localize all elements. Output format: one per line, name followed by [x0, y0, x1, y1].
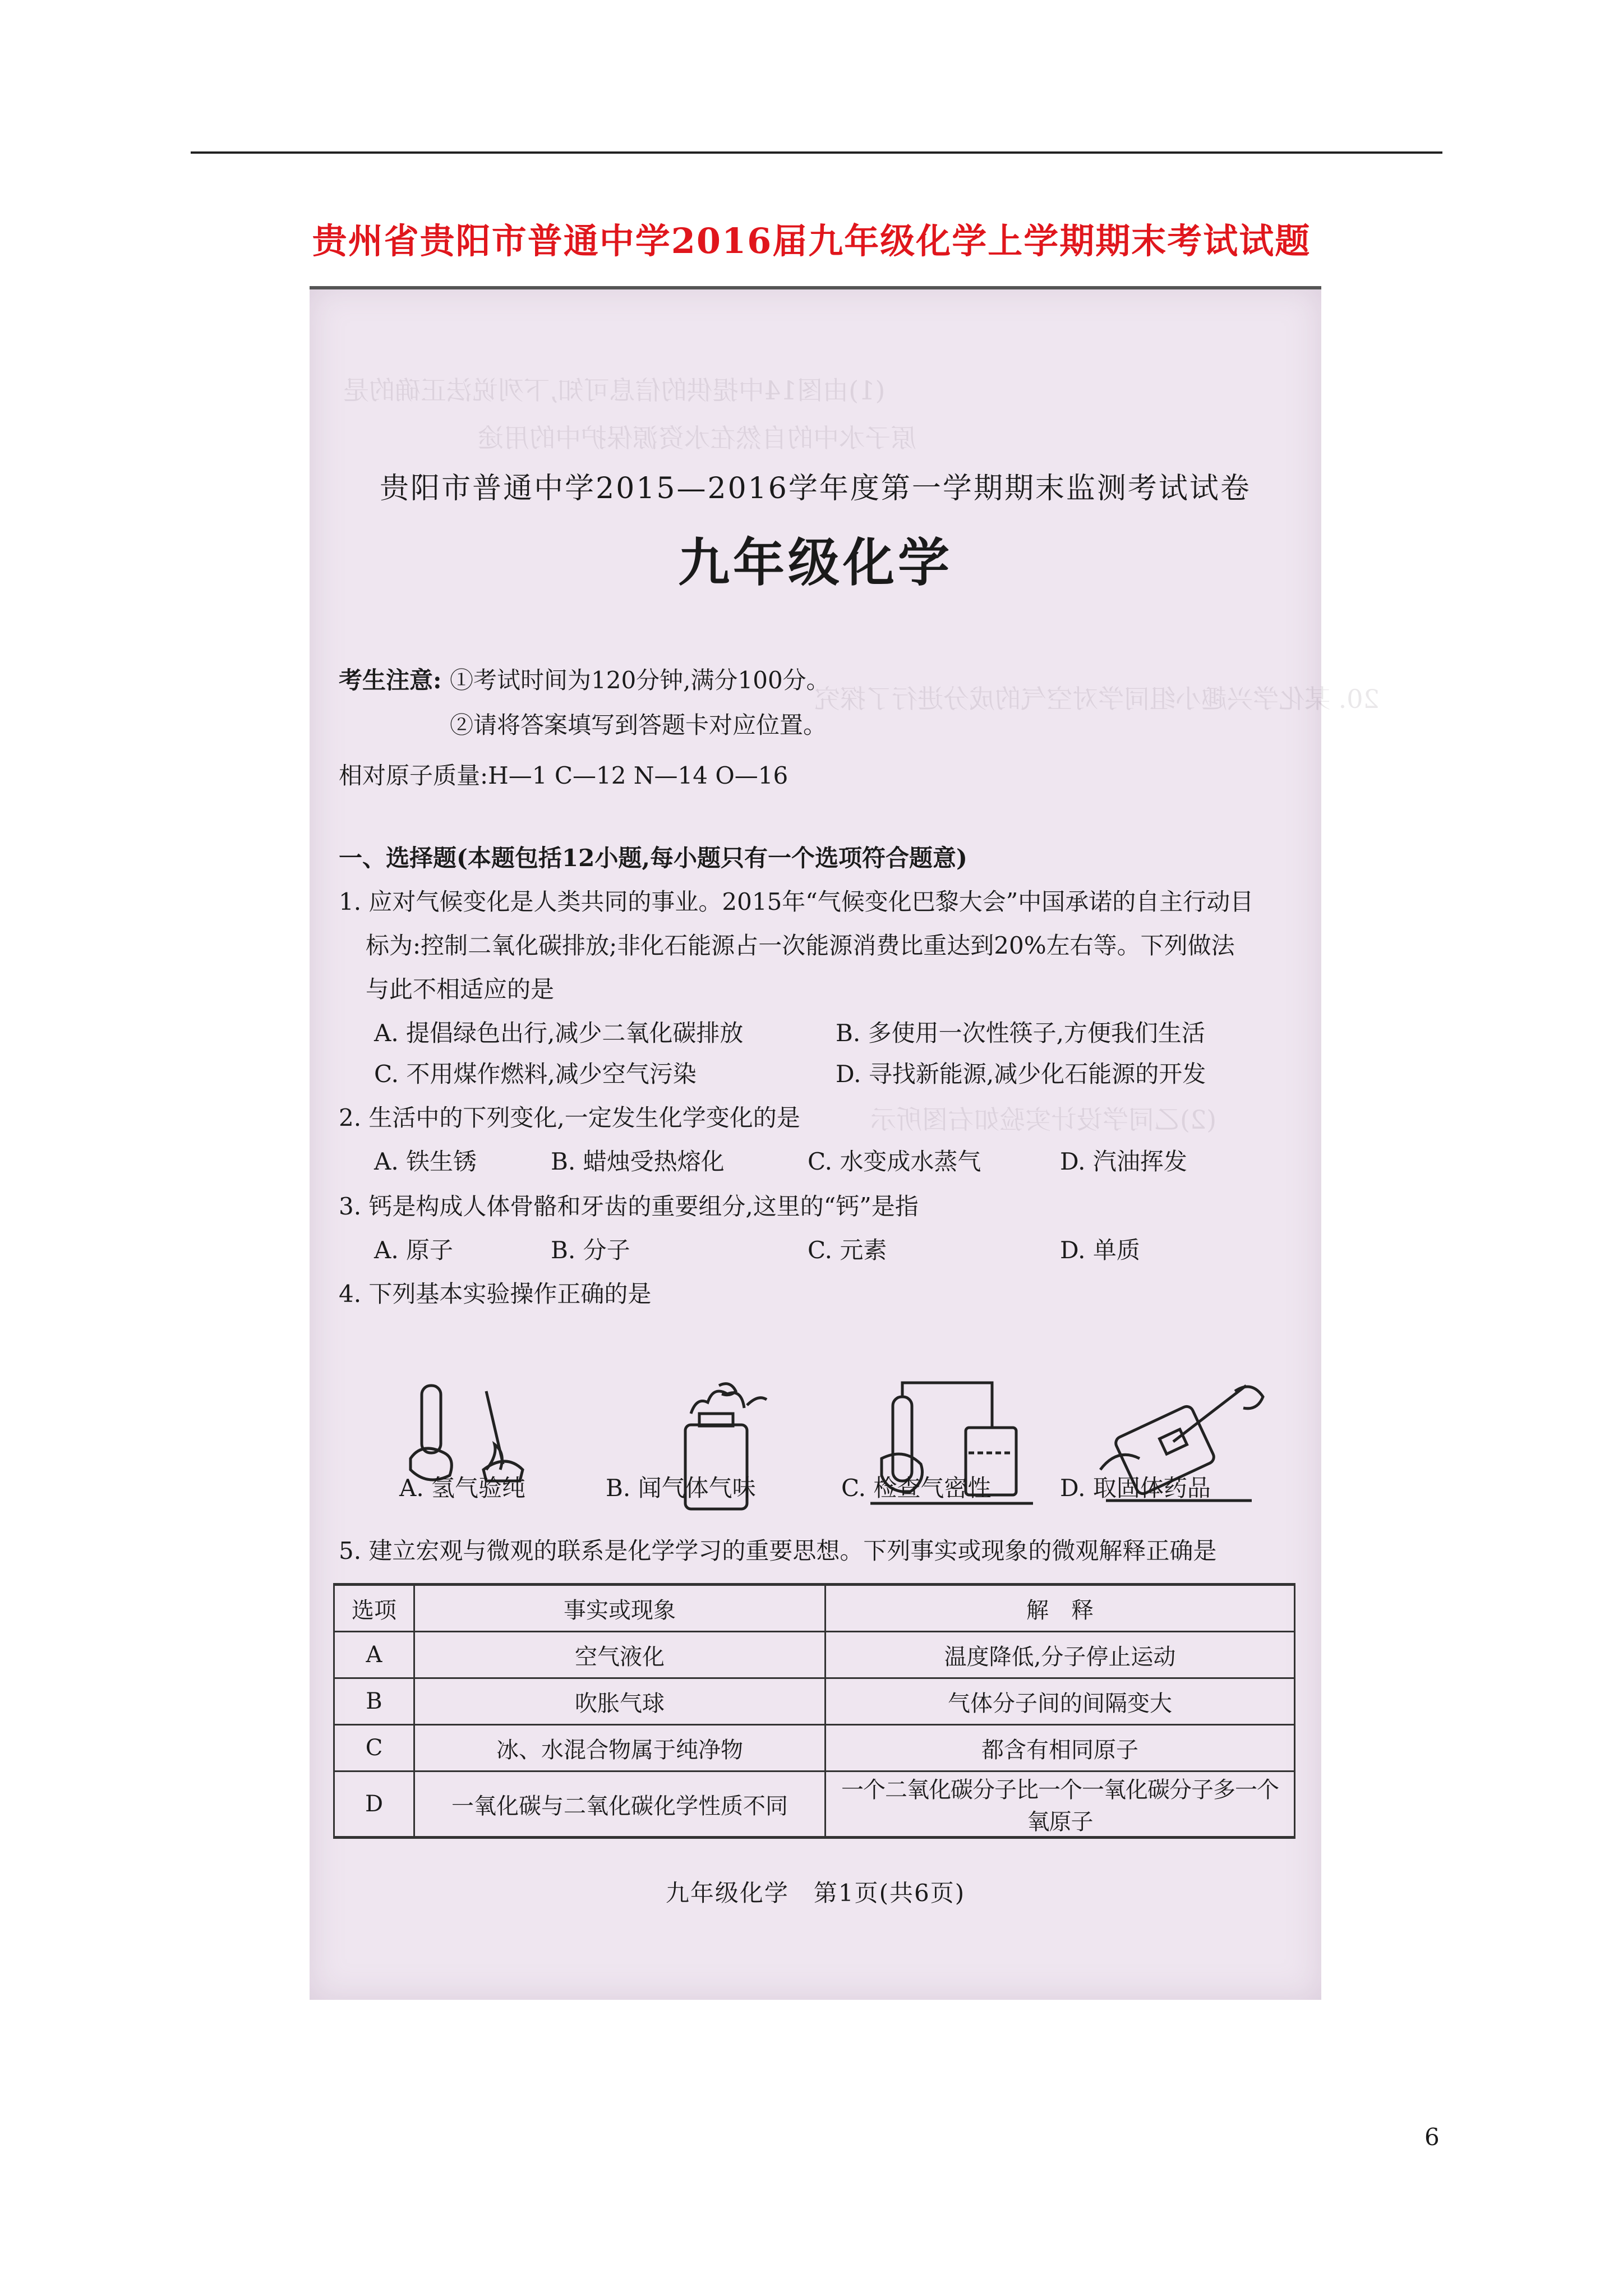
question-4-option-a: A. 氢气验纯 — [399, 1474, 526, 1502]
column-header-fact: 事实或现象 — [414, 1585, 826, 1632]
question-1-option-c: C. 不用煤作燃料,减少空气污染 — [374, 1060, 697, 1088]
question-2-stem: 2. 生活中的下列变化,一定发生化学变化的是 — [339, 1104, 800, 1131]
document-title: 贵州省贵阳市普通中学2016届九年级化学上学期期末考试试题 — [312, 220, 1311, 261]
question-3-option-a: A. 原子 — [374, 1236, 454, 1264]
question-4-option-c: C. 检查气密性 — [841, 1474, 992, 1502]
question-3-stem: 3. 钙是构成人体骨骼和牙齿的重要组分,这里的“钙”是指 — [339, 1193, 919, 1220]
question-5-table — [333, 1583, 1295, 1839]
question-2-option-b: B. 蜡烛受热熔化 — [551, 1148, 725, 1175]
row-explanation: 温度降低,分子停止运动 — [826, 1632, 1295, 1678]
scanned-exam-page — [310, 286, 1380, 2000]
row-fact: 冰、水混合物属于纯净物 — [414, 1725, 826, 1772]
table-row — [334, 1772, 1295, 1838]
row-option: B — [334, 1678, 414, 1725]
bleed-through-text: 20. 某化学兴趣小组同学对空气的成分进行了探究 — [814, 684, 1380, 714]
question-1-line-3: 与此不相适应的是 — [366, 976, 555, 1003]
table-row — [334, 1725, 1295, 1772]
question-1-option-d: D. 寻找新能源,减少化石能源的开发 — [836, 1060, 1206, 1088]
row-option: A — [334, 1632, 414, 1678]
question-3-option-d: D. 单质 — [1060, 1236, 1140, 1264]
top-rule — [191, 151, 1442, 154]
question-2-option-d: D. 汽油挥发 — [1060, 1148, 1187, 1175]
exam-header: 贵阳市普通中学2015—2016学年度第一学期期末监测考试试卷 — [380, 472, 1251, 505]
notice-label: 考生注意: — [339, 666, 442, 694]
column-header-explanation: 解 释 — [826, 1585, 1295, 1632]
question-1-option-a: A. 提倡绿色出行,减少二氧化碳排放 — [374, 1019, 744, 1047]
question-4-option-b: B. 闻气体气味 — [606, 1474, 756, 1502]
question-1-line-1: 1. 应对气候变化是人类共同的事业。2015年“气候变化巴黎大会”中国承诺的自主行动目 — [339, 888, 1254, 915]
question-4-option-d: D. 取固体药品 — [1060, 1474, 1211, 1502]
exam-subject: 九年级化学 — [677, 532, 953, 593]
scan-top-edge — [310, 286, 1321, 289]
question-2-option-a: A. 铁生锈 — [374, 1148, 477, 1175]
row-explanation: 一个二氧化碳分子比一个一氧化碳分子多一个氧原子 — [826, 1772, 1295, 1838]
bleed-through-text: (2)乙同学设计实验如右图所示 — [870, 1105, 1217, 1135]
exam-page-footer: 九年级化学 第1页(共6页) — [665, 1879, 966, 1907]
question-5-stem: 5. 建立宏观与微观的联系是化学学习的重要思想。下列事实或现象的微观解释正确是 — [339, 1537, 1217, 1565]
question-4-stem: 4. 下列基本实验操作正确的是 — [339, 1280, 652, 1308]
question-3-option-b: B. 分子 — [551, 1236, 630, 1264]
row-explanation: 气体分子间的间隔变大 — [826, 1678, 1295, 1725]
table-row — [334, 1678, 1295, 1725]
bleed-through-text: 原子水中的自然在水资源保护中的用途 — [478, 423, 916, 453]
question-2-option-c: C. 水变成水蒸气 — [808, 1148, 981, 1175]
row-option: D — [334, 1772, 414, 1838]
notice-line-1: ①考试时间为120分钟,满分100分。 — [450, 666, 830, 694]
question-1-line-2: 标为:控制二氧化碳排放;非化石能源占一次能源消费比重达到20%左右等。下列做法 — [366, 932, 1235, 959]
table-row — [334, 1632, 1295, 1678]
question-3-option-c: C. 元素 — [808, 1236, 887, 1264]
bleed-through-text: (1)由图14中提供的信息可知,下列说法正确的是 — [343, 375, 886, 406]
notice-line-2: ②请将答案填写到答题卡对应位置。 — [450, 711, 827, 739]
row-fact: 一氧化碳与二氧化碳化学性质不同 — [414, 1772, 826, 1838]
column-header-option: 选项 — [334, 1585, 414, 1632]
table-header-row — [334, 1585, 1295, 1632]
atomic-mass-line: 相对原子质量:H—1 C—12 N—14 O—16 — [339, 762, 789, 789]
section-heading: 一、选择题(本题包括12小题,每小题只有一个选项符合题意) — [339, 844, 967, 872]
row-explanation: 都含有相同原子 — [826, 1725, 1295, 1772]
question-1-option-b: B. 多使用一次性筷子,方便我们生活 — [836, 1019, 1205, 1047]
row-fact: 空气液化 — [414, 1632, 826, 1678]
page-number: 6 — [1424, 2123, 1440, 2151]
row-option: C — [334, 1725, 414, 1772]
row-fact: 吹胀气球 — [414, 1678, 826, 1725]
